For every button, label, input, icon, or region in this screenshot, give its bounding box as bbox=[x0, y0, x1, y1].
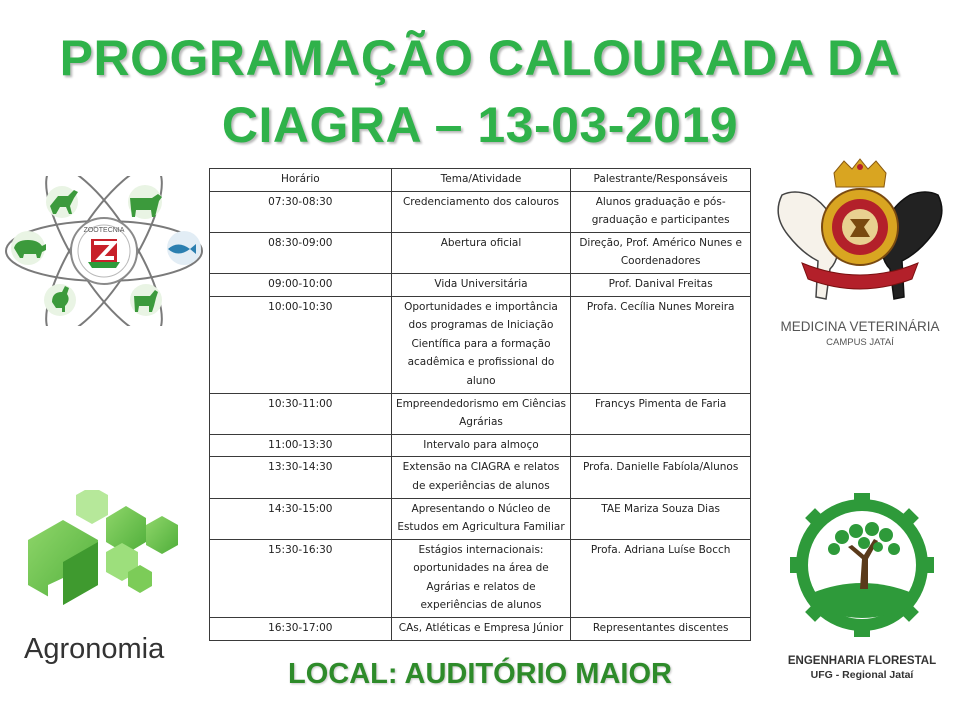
table-cell-speaker bbox=[571, 434, 751, 457]
table-cell-time: 11:00-13:30 bbox=[210, 434, 392, 457]
table-cell-speaker: Profa. Adriana Luíse Bocch bbox=[571, 539, 751, 617]
schedule-table bbox=[209, 168, 751, 641]
table-cell-time: 08:30-09:00 bbox=[210, 232, 392, 273]
table-cell-activity: Extensão na CIAGRA e relatos de experiências de alunos bbox=[391, 457, 571, 498]
table-cell-time: 15:30-16:30 bbox=[210, 539, 392, 617]
table-cell-time: 09:00-10:00 bbox=[210, 273, 392, 296]
table-row bbox=[210, 273, 751, 296]
table-row bbox=[210, 457, 751, 498]
table-cell-activity: Apresentando o Núcleo de Estudos em Agricultura Familiar bbox=[391, 498, 571, 539]
table-header: Horário bbox=[210, 169, 392, 192]
table-cell-speaker: Profa. Danielle Fabíola/Alunos bbox=[571, 457, 751, 498]
medicina-veterinaria-logo-name: MEDICINA VETERINÁRIA bbox=[780, 319, 940, 334]
event-location: LOCAL: AUDITÓRIO MAIOR bbox=[288, 658, 672, 690]
table-cell-activity: Abertura oficial bbox=[391, 232, 571, 273]
table-cell-time: 14:30-15:00 bbox=[210, 498, 392, 539]
page-title-line-2: CIAGRA – 13-03-2019 bbox=[221, 97, 739, 153]
medicina-veterinaria-logo bbox=[762, 155, 958, 355]
table-cell-speaker: Prof. Danival Freitas bbox=[571, 273, 751, 296]
table-row bbox=[210, 434, 751, 457]
table-cell-activity: Empreendedorismo em Ciências Agrárias bbox=[391, 393, 571, 434]
table-cell-time: 07:30-08:30 bbox=[210, 191, 392, 232]
table-row bbox=[210, 191, 751, 232]
table-cell-time: 10:30-11:00 bbox=[210, 393, 392, 434]
table-cell-speaker: Profa. Cecília Nunes Moreira bbox=[571, 296, 751, 393]
table-cell-speaker: Francys Pimenta de Faria bbox=[571, 393, 751, 434]
table-cell-activity: Estágios internacionais: oportunidades na área de Agrárias e relatos de experiências de alunos bbox=[391, 539, 571, 617]
table-row bbox=[210, 618, 751, 641]
table-row bbox=[210, 498, 751, 539]
table-row bbox=[210, 232, 751, 273]
table-header: Tema/Atividade bbox=[391, 169, 571, 192]
table-cell-activity: Credenciamento dos calouros bbox=[391, 191, 571, 232]
table-cell-activity: Vida Universitária bbox=[391, 273, 571, 296]
agronomia-logo-text: Agronomia bbox=[24, 633, 165, 665]
table-cell-time: 10:00-10:30 bbox=[210, 296, 392, 393]
table-row bbox=[210, 296, 751, 393]
table-header-row bbox=[210, 169, 751, 192]
engenharia-florestal-logo-sub: UFG - Regional Jataí bbox=[810, 669, 914, 681]
engenharia-florestal-logo-name: ENGENHARIA FLORESTAL bbox=[787, 655, 937, 667]
table-cell-speaker: Direção, Prof. Américo Nunes e Coordenadores bbox=[571, 232, 751, 273]
table-row bbox=[210, 393, 751, 434]
table-cell-activity: CAs, Atléticas e Empresa Júnior bbox=[391, 618, 571, 641]
zootecnia-logo-text: ZOOTECNIA bbox=[83, 227, 125, 234]
medicina-veterinaria-logo-campus: CAMPUS JATAÍ bbox=[826, 337, 894, 348]
table-cell-speaker: TAE Mariza Souza Dias bbox=[571, 498, 751, 539]
agronomia-logo bbox=[18, 490, 198, 670]
table-row bbox=[210, 539, 751, 617]
table-cell-activity: Intervalo para almoço bbox=[391, 434, 571, 457]
table-cell-activity: Oportunidades e importância dos programas de Iniciação Científica para a formação acadêmica e profissional do aluno bbox=[391, 296, 571, 393]
table-cell-time: 16:30-17:00 bbox=[210, 618, 392, 641]
table-cell-time: 13:30-14:30 bbox=[210, 457, 392, 498]
zootecnia-logo bbox=[2, 176, 207, 326]
table-header: Palestrante/Responsáveis bbox=[571, 169, 751, 192]
page-title-line-1: PROGRAMAÇÃO CALOURADA DA bbox=[59, 30, 901, 86]
table-cell-speaker: Alunos graduação e pós-graduação e participantes bbox=[571, 191, 751, 232]
table-cell-speaker: Representantes discentes bbox=[571, 618, 751, 641]
